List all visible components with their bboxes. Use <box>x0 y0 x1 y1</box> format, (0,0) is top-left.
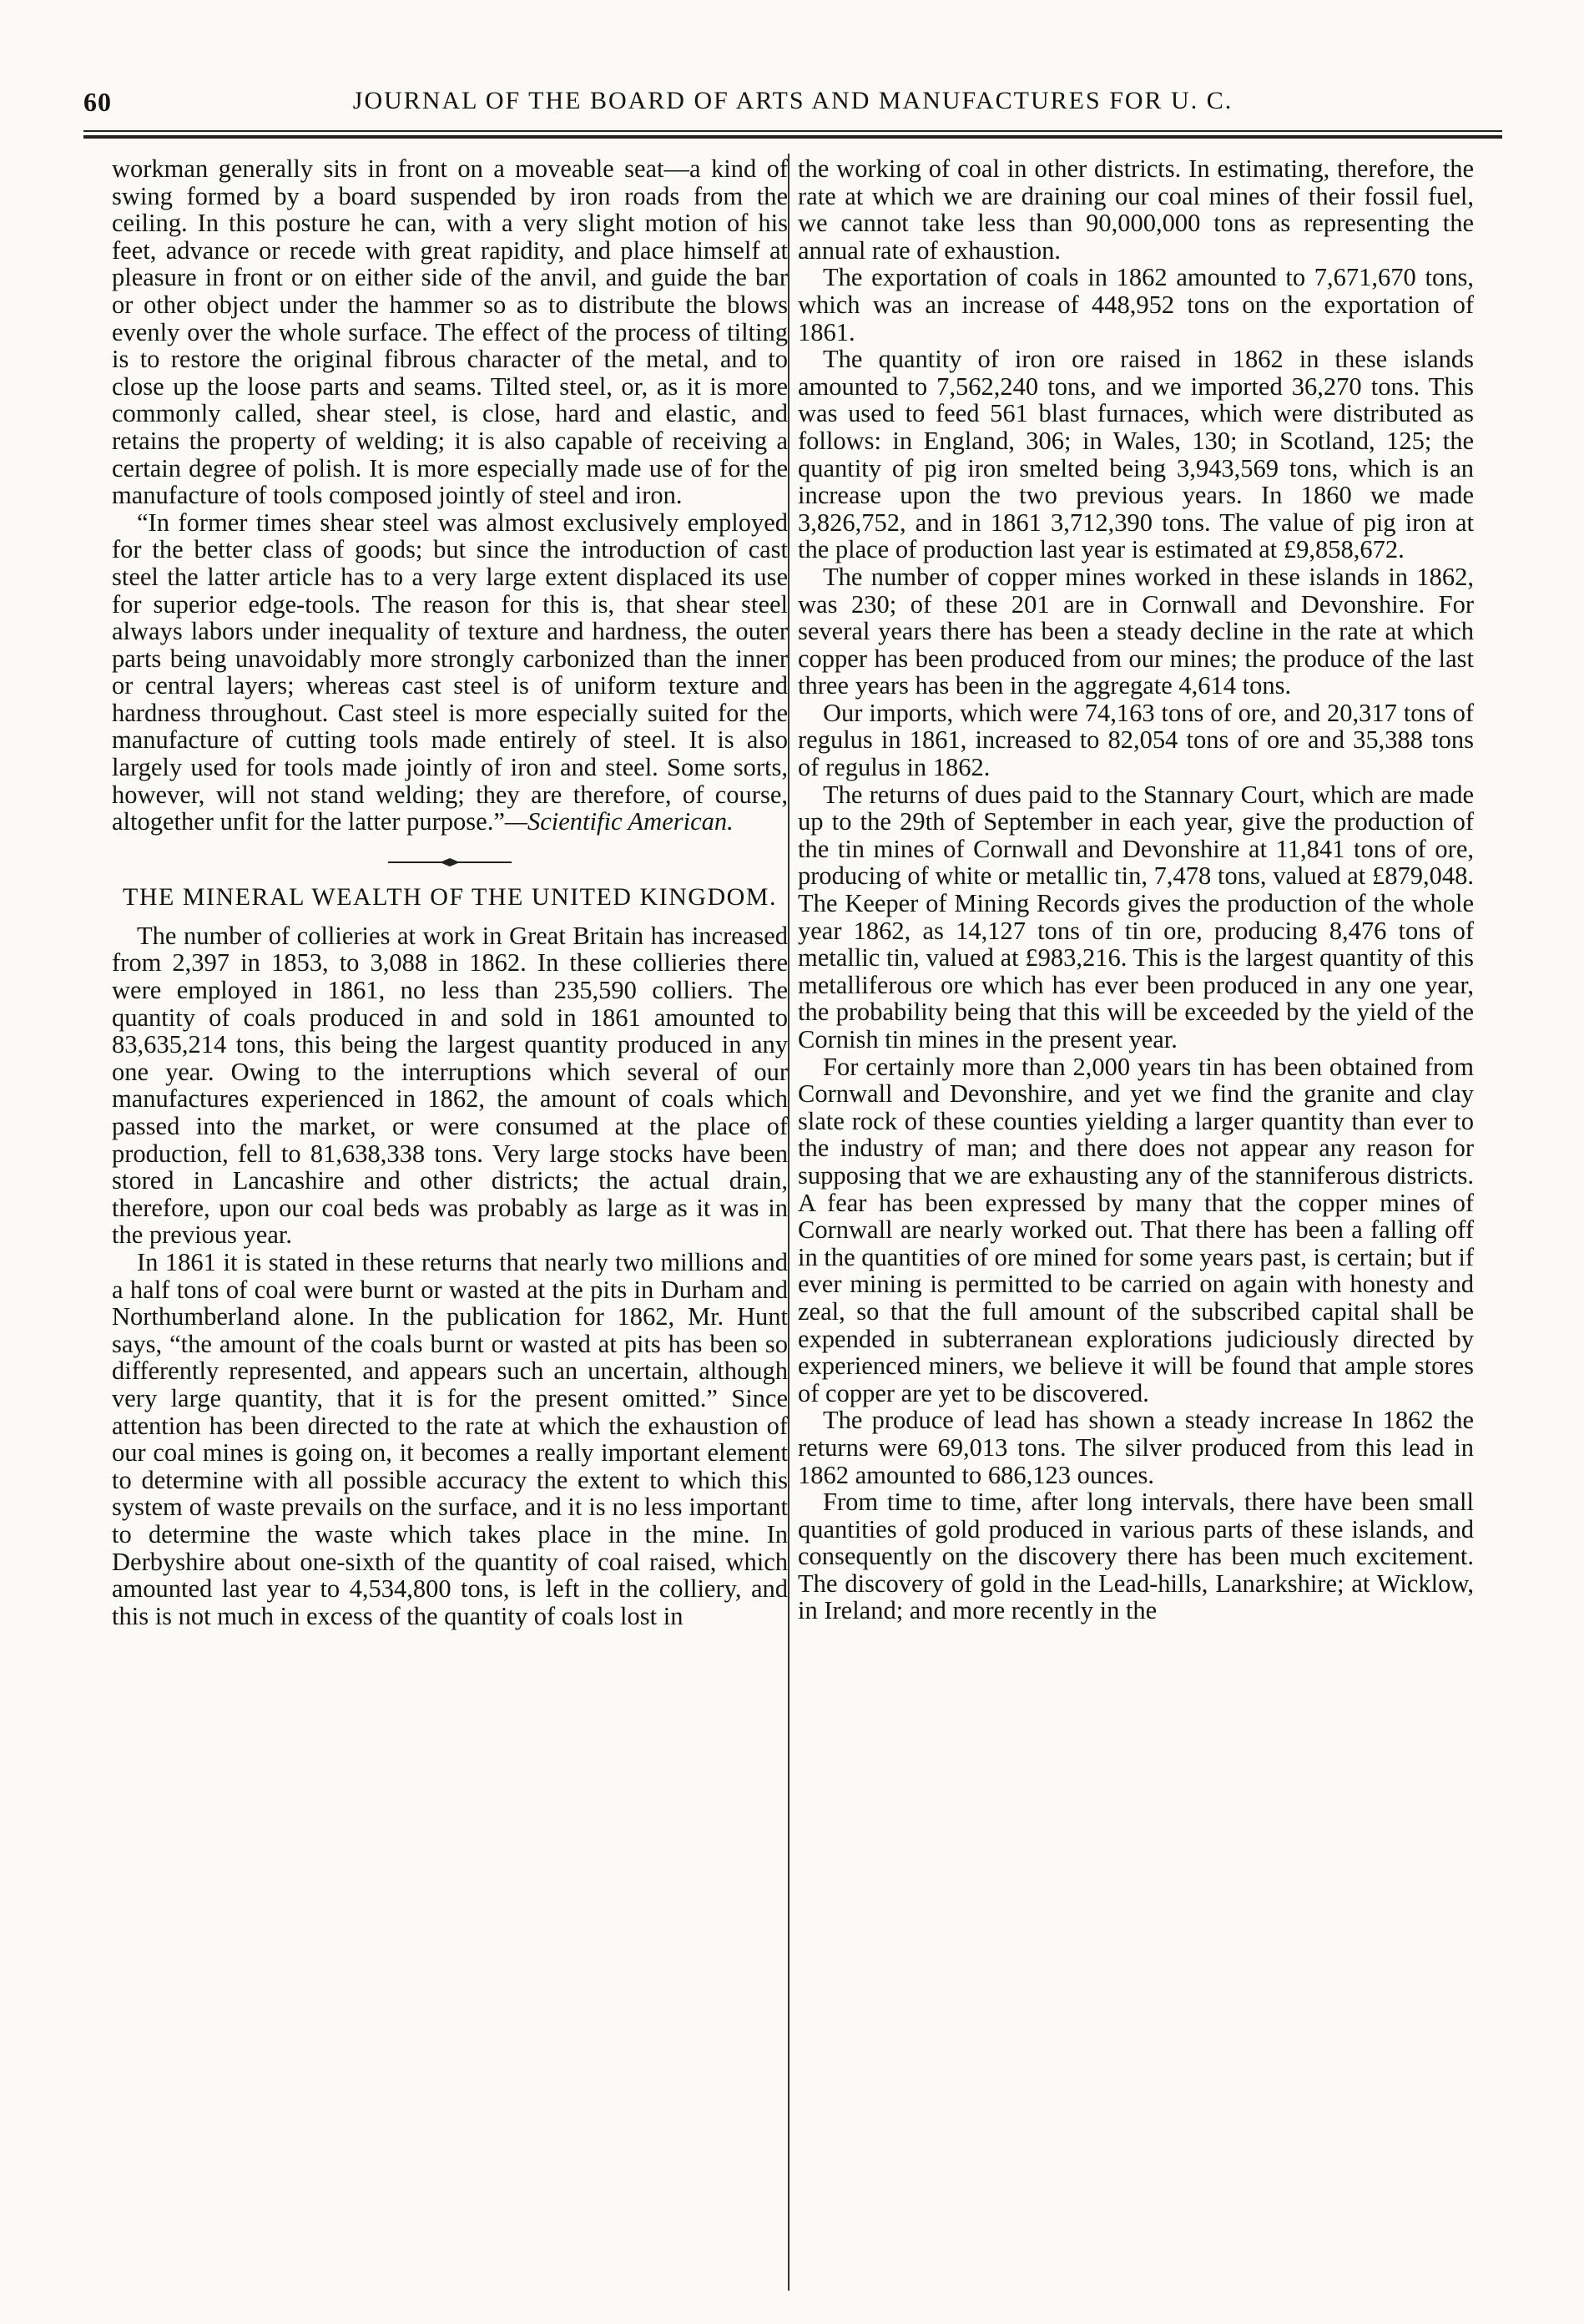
paragraph: The produce of lead has shown a steady increase In 1862 the returns were 69,013 tons. The silver produced from this lead in 1862 amounted to 686,123 ounces. <box>798 1406 1474 1489</box>
paragraph: the working of coal in other districts. In estimating, therefore, the rate at which we are draining our coal mines of their fossil fuel, we cannot take less than 90,000,000 tons as representing the annual rate of exhaustion. <box>798 155 1474 265</box>
paragraph: The exportation of coals in 1862 amounted to 7,671,670 tons, which was an increase of 448,952 tons on the exportation of 1861. <box>798 263 1474 346</box>
paragraph: workman generally sits in front on a moveable seat—a kind of swing formed by a board suspended by iron roads from the ceiling. In this posture he can, with a very slight motion of his feet, advance or recede with great rapidity, and place himself at pleasure in front or on either side of the anvil, and guide the bar or other object under the hammer so as to distribute the blows evenly over the whole surface. The effect of the process of tilting is to restore the original fibrous character of the metal, and to close up the loose parts and seams. Tilted steel, or, as it is more commonly called, shear steel, is close, hard and elastic, and retains the property of welding; it is also capable of receiving a certain degree of polish. It is more especially made use of for the manufacture of tools composed jointly of steel and iron. <box>112 155 788 510</box>
section-ornament <box>383 857 517 867</box>
source-attribution: —Scientific American. <box>504 807 734 836</box>
paragraph-text: “In former times shear steel was almost exclusively employed for the better class of goods; but since the introduction of cast steel the latter article has to a very large extent displaced its use for superior edge-tools. The reason for this is, that shear steel always labors under inequality of texture and hardness, the outer parts being unavoidably more strongly carbonized than the inner or central layers; whereas cast steel is of uniform texture and hardness throughout. Cast steel is more especially suited for the manufacture of cutting tools made entirely of steel. It is also largely used for tools made jointly of iron and steel. Some sorts, however, will not stand welding; they are therefore, of course, altogether unfit for the latter purpose.” <box>112 508 788 836</box>
paragraph: The number of collieries at work in Great Britain has increased from 2,397 in 1853, to 3,088 in 1862. In these collieries there were employed in 1861, no less than 235,590 colliers. The quantity of coals produced in and sold in 1861 amounted to 83,635,214 tons, this being the largest quantity produced in any one year. Owing to the interruptions which several of our manufactures experienced in 1862, the amount of coals which passed into the market, or were consumed at the place of production, fell to 81,638,338 tons. Very large stocks have been stored in Lancashire and other districts; the actual drain, therefore, upon our coal beds was probably as large as it was in the previous year. <box>112 921 788 1250</box>
page-number: 60 <box>83 87 112 117</box>
header-rule <box>83 130 1502 139</box>
paragraph: From time to time, after long intervals, there have been small quantities of gold produced in various parts of these islands, and consequently on the discovery there has been much excitement. The discovery of gold in the Lead-hills, Lanarkshire; at Wicklow, in Ireland; and more recently in the <box>798 1488 1474 1625</box>
paragraph: The quantity of iron ore raised in 1862 in these islands amounted to 7,562,240 tons, and we imported 36,270 tons. This was used to feed 561 blast furnaces, which were distributed as follows: in England, 306; in Wales, 130; in Scotland, 125; the quantity of pig iron smelted being 3,943,569 tons, which is an increase upon the two previous years. In 1860 we made 3,826,752, and in 1861 3,712,390 tons. The value of pig iron at the place of production last year is estimated at £9,858,672. <box>798 345 1474 564</box>
quoted-paragraph <box>112 509 788 836</box>
paragraph: For certainly more than 2,000 years tin has been obtained from Cornwall and Devonshire, and yet we find the granite and clay slate rock of these counties yielding a larger quantity than ever to the industry of man; and there does not appear any reason for supposing that we are exhausting any of the stanniferous districts. A fear has been expressed by many that the copper mines of Cornwall are nearly worked out. That there has been a falling off in the quantities of ore mined for some years past, is certain; but if ever mining is permitted to be carried on again with honesty and zeal, so that the full amount of the subscribed capital shall be expended in subterranean explorations judiciously directed by experienced miners, we believe it will be found that ample stores of copper are yet to be discovered. <box>798 1052 1474 1407</box>
paragraph: The number of copper mines worked in these islands in 1862, was 230; of these 201 are in Cornwall and Devonshire. For several years there has been a steady decline in the rate at which copper has been produced from our mines; the produce of the last three years has been in the aggregate 4,614 tons. <box>798 562 1474 700</box>
paragraph: Our imports, which were 74,163 tons of ore, and 20,317 tons of regulus in 1861, increased to 82,054 tons of ore and 35,388 tons of regulus in 1862. <box>798 698 1474 782</box>
ornament-diamond <box>440 858 460 866</box>
left-column <box>112 155 788 2292</box>
column-divider <box>788 154 789 2291</box>
page-header <box>83 87 1502 124</box>
running-title: JOURNAL OF THE BOARD OF ARTS AND MANUFACTURES FOR U. C. <box>352 87 1233 114</box>
paragraph: The returns of dues paid to the Stannary Court, which are made up to the 29th of September in each year, give the production of the tin mines of Cornwall and Devonshire at 11,841 tons of ore, producing of white or metallic tin, 7,478 tons, valued at £879,048. The Keeper of Mining Records gives the production of the whole year 1862, as 14,127 tons of tin ore, producing 8,476 tons of metallic tin, valued at £983,216. This is the largest quantity of this metalliferous ore which has ever been produced in any one year, the probability being that this will be exceeded by the yield of the Cornish tin mines in the present year. <box>798 780 1474 1053</box>
section-title: THE MINERAL WEALTH OF THE UNITED KINGDOM. <box>123 882 777 911</box>
right-column <box>798 155 1474 2292</box>
paragraph: In 1861 it is stated in these returns that nearly two millions and a half tons of coal were burnt or wasted at the pits in Durham and Northumberland alone. In the publication for 1862, Mr. Hunt says, “the amount of the coals burnt or wasted at pits has been so differently represented, and appears such an uncertain, although very large quantity, that it is for the present omitted.” Since attention has been directed to the rate at which the exhaustion of our coal mines is going on, it becomes a really important element to determine with all possible accuracy the extent to which this system of waste prevails on the surface, and it is no less important to determine the waste which takes place in the mine. In Derbyshire about one-sixth of the quantity of coal raised, which amounted last year to 4,534,800 tons, is left in the colliery, and this is not much in excess of the quantity of coals lost in <box>112 1247 788 1630</box>
